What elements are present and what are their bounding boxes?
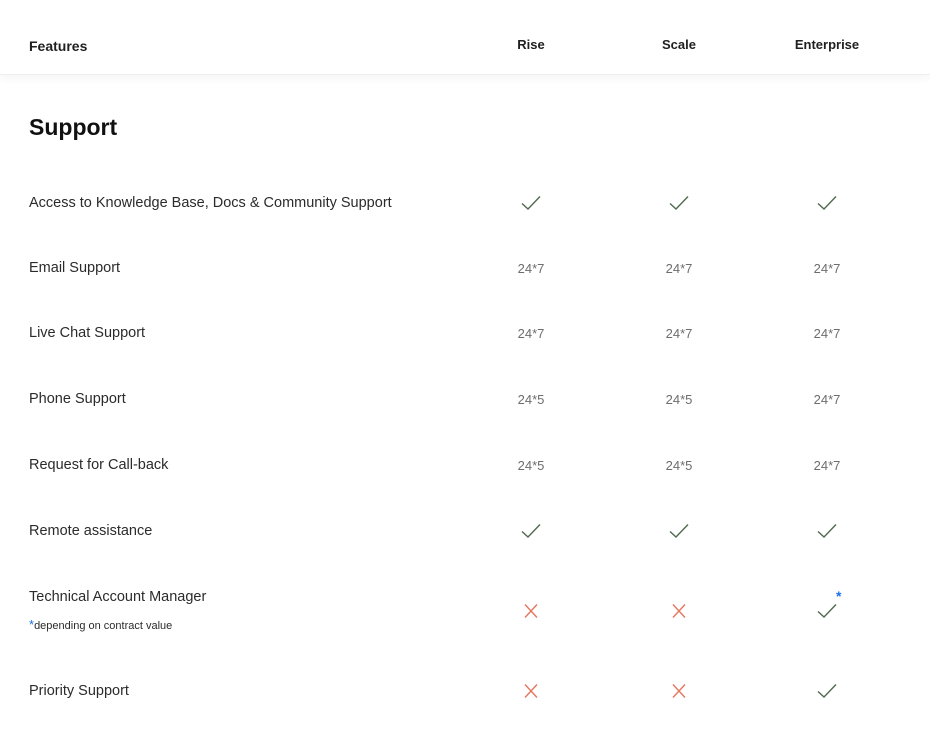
cell-enterprise	[787, 191, 867, 215]
feature-label: Live Chat Support	[29, 325, 146, 341]
feature-label: Access to Knowledge Base, Docs & Community Support	[29, 195, 392, 211]
cell-rise	[491, 256, 571, 280]
cell-enterprise	[787, 453, 867, 477]
cell-rise	[491, 453, 571, 477]
cell-scale	[639, 191, 719, 215]
cell-rise	[491, 321, 571, 345]
feature-row	[0, 391, 930, 415]
availability-text: 24*7	[665, 260, 693, 276]
check-icon	[816, 602, 838, 620]
footnote-text: depending on contract value	[34, 620, 173, 632]
availability-text: 24*5	[665, 457, 693, 473]
feature-label: Priority Support	[29, 683, 129, 699]
cell-rise	[491, 191, 571, 215]
cell-enterprise	[787, 321, 867, 345]
check-icon	[668, 194, 690, 212]
footnote-asterisk: *	[29, 617, 35, 632]
availability-text: 24*7	[517, 260, 545, 276]
feature-row	[0, 457, 930, 481]
feature-label: Remote assistance	[29, 523, 153, 539]
cross-icon	[520, 682, 542, 700]
cell-enterprise	[787, 387, 867, 411]
check-icon	[816, 682, 838, 700]
check-icon	[520, 522, 542, 540]
cell-rise	[491, 679, 571, 703]
feature-row	[0, 260, 930, 284]
enterprise-tam-asterisk: *	[836, 588, 842, 604]
feature-row	[0, 523, 930, 547]
feature-label: Email Support	[29, 260, 121, 276]
cell-enterprise	[787, 256, 867, 280]
cell-rise	[491, 387, 571, 411]
plan-header-enterprise: Enterprise	[794, 37, 860, 52]
feature-row	[0, 683, 930, 707]
availability-text: 24*7	[813, 260, 841, 276]
availability-text: 24*7	[517, 325, 545, 341]
feature-label: Phone Support	[29, 391, 126, 407]
check-icon	[668, 522, 690, 540]
availability-text: 24*5	[665, 391, 693, 407]
plan-header-scale: Scale	[662, 37, 696, 52]
cross-icon	[668, 602, 690, 620]
availability-text: 24*5	[517, 391, 545, 407]
cell-scale	[639, 387, 719, 411]
feature-row	[0, 325, 930, 349]
cell-scale	[639, 519, 719, 543]
cell-scale	[639, 599, 719, 623]
features-column-header: Features	[29, 38, 88, 54]
footnote	[29, 617, 172, 632]
cell-scale	[639, 453, 719, 477]
cell-scale	[639, 679, 719, 703]
section-title: Support	[29, 114, 118, 140]
cell-rise	[491, 599, 571, 623]
cross-icon	[668, 682, 690, 700]
feature-label: Request for Call-back	[29, 457, 169, 473]
plan-header-rise: Rise	[517, 37, 545, 52]
check-icon	[816, 194, 838, 212]
feature-label: Technical Account Manager	[29, 589, 207, 605]
availability-text: 24*7	[813, 325, 841, 341]
feature-row	[0, 195, 930, 219]
features-header	[0, 0, 930, 75]
availability-text: 24*7	[813, 391, 841, 407]
availability-text: 24*5	[517, 457, 545, 473]
cell-scale	[639, 256, 719, 280]
feature-row	[0, 589, 930, 613]
check-icon	[816, 522, 838, 540]
cell-scale	[639, 321, 719, 345]
cell-enterprise	[787, 679, 867, 703]
availability-text: 24*7	[665, 325, 693, 341]
cell-enterprise	[787, 599, 867, 623]
cell-rise	[491, 519, 571, 543]
cell-enterprise	[787, 519, 867, 543]
check-icon	[520, 194, 542, 212]
cross-icon	[520, 602, 542, 620]
availability-text: 24*7	[813, 457, 841, 473]
